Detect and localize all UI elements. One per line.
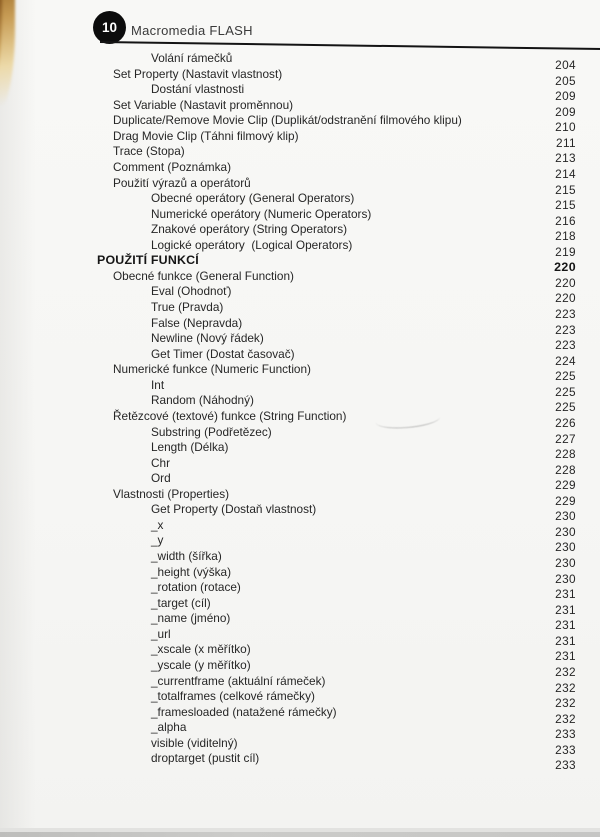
toc-page-number: 231	[555, 602, 576, 617]
toc-row	[60, 51, 576, 72]
toc-page-number: 216	[555, 213, 576, 228]
toc-row	[60, 424, 576, 446]
running-header-title: Macromedia FLASH	[131, 23, 253, 38]
toc-entry-label: Numerické funkce (Numeric Function)	[113, 362, 311, 377]
toc-page-number: 230	[555, 556, 576, 570]
toc-page-number: 204	[555, 58, 576, 72]
toc-page-number: 214	[555, 166, 576, 181]
toc-entry-label: visible (viditelný)	[151, 735, 238, 750]
toc-entry-label: Vlastnosti (Properties)	[113, 486, 230, 501]
toc-row	[60, 704, 576, 726]
page-number-badge	[93, 11, 126, 44]
scan-artifact-top-left-corner	[0, 0, 15, 110]
toc-entry-label: _rotation (rotace)	[151, 580, 241, 595]
toc-row	[60, 393, 576, 415]
toc-entry-label: Get Property (Dostaň vlastnost)	[151, 502, 317, 517]
toc-page-number: 230	[555, 509, 576, 524]
toc-page-number: 229	[555, 493, 576, 508]
toc-row	[60, 346, 576, 368]
toc-row	[60, 440, 576, 462]
toc-entry-label: _totalframes (celkové rámečky)	[151, 689, 315, 704]
toc-entry-label: Trace (Stopa)	[113, 144, 185, 159]
toc-page-number: 226	[555, 415, 576, 430]
toc-row	[60, 657, 576, 679]
toc-entry-label: Duplicate/Remove Movie Clip (Duplikát/odstranění filmového klipu)	[113, 113, 462, 128]
toc-entry-label: Length (Délka)	[151, 440, 229, 455]
toc-entry-label: _framesloaded (natažené rámečky)	[151, 704, 337, 719]
toc-row	[60, 206, 576, 228]
toc-page-number: 230	[555, 524, 576, 539]
toc-row	[60, 253, 576, 275]
toc-page-number: 231	[555, 618, 576, 633]
toc-row	[60, 642, 576, 664]
toc-row	[60, 626, 576, 648]
toc-page-number: 225	[555, 369, 576, 384]
toc-row	[60, 377, 576, 399]
toc-entry-label: Obecné funkce (General Function)	[113, 268, 294, 283]
toc-row	[60, 455, 576, 477]
toc-row	[60, 689, 576, 711]
toc-row	[60, 300, 576, 321]
toc-page-number: 210	[555, 120, 576, 135]
toc-row	[60, 128, 576, 150]
toc-entry-label: Obecné operátory (General Operators)	[151, 191, 355, 206]
toc-page-number: 220	[555, 291, 576, 306]
scan-artifact-corner-streak	[0, 0, 2, 76]
toc-page-number: 231	[555, 649, 576, 664]
toc-entry-label: _url	[151, 626, 171, 641]
toc-page-number: 228	[555, 447, 576, 462]
toc-entry-label: True (Pravda)	[151, 300, 224, 314]
toc-page-number: 232	[555, 664, 576, 679]
toc-row	[60, 66, 576, 88]
toc-row	[60, 159, 576, 181]
toc-row	[60, 549, 576, 570]
toc-page-number: 219	[555, 244, 576, 259]
toc-page-number: 229	[555, 478, 576, 493]
toc-row	[60, 222, 576, 244]
toc-entry-label: Comment (Poznámka)	[113, 159, 232, 174]
toc-page-number: 223	[555, 307, 576, 321]
toc-row	[60, 720, 576, 742]
toc-row	[60, 735, 576, 757]
toc-page-number: 233	[555, 742, 576, 757]
toc-row	[60, 564, 576, 586]
toc-entry-label: Dostání vlastnosti	[151, 82, 245, 97]
toc-page-number: 230	[555, 540, 576, 555]
toc-page-number: 209	[555, 89, 576, 104]
toc-page-number: 228	[555, 462, 576, 477]
toc-row	[60, 533, 576, 555]
toc-page-number: 209	[555, 104, 576, 119]
toc-row	[60, 362, 576, 384]
toc-page-number: 231	[555, 587, 576, 602]
toc-entry-label: _height (výška)	[151, 564, 231, 579]
toc-page-number: 205	[555, 73, 576, 88]
toc-row	[60, 237, 576, 259]
toc-row	[60, 175, 576, 197]
toc-row	[60, 97, 576, 119]
toc-entry-label: Ord	[151, 471, 171, 486]
toc-page-number: 231	[555, 633, 576, 648]
scan-bottom-edge	[0, 832, 600, 837]
toc-entry-label: Numerické operátory (Numeric Operators)	[151, 206, 372, 221]
toc-row	[60, 113, 576, 135]
toc-entry-label: droptarget (pustit cíl)	[151, 751, 260, 766]
toc-page-number: 232	[555, 711, 576, 726]
toc-row	[60, 144, 576, 166]
toc-entry-label: Drag Movie Clip (Táhni filmový klip)	[113, 128, 299, 143]
toc-entry-label: _currentframe (aktuální rámeček)	[151, 673, 326, 688]
toc-page-number: 232	[555, 696, 576, 711]
toc-page-number: 225	[555, 384, 576, 399]
toc-entry-label: Newline (Nový řádek)	[151, 331, 264, 346]
page-number-badge-text: 10	[101, 20, 118, 35]
toc-row	[60, 471, 576, 493]
toc-row	[60, 502, 576, 524]
toc-page-number: 215	[555, 182, 576, 197]
toc-entry-label: _alpha	[151, 720, 187, 735]
toc-row	[60, 315, 576, 337]
toc-row	[60, 268, 576, 290]
toc-page-number: 220	[554, 260, 576, 275]
toc-entry-label: _target (cíl)	[151, 595, 211, 610]
toc-entry-label: POUŽITÍ FUNKCÍ	[97, 253, 199, 268]
toc-entry-label: Substring (Podřetězec)	[151, 424, 272, 439]
toc-entry-label: Řetězcové (textové) funkce (String Function)	[113, 408, 347, 423]
toc-page-number: 218	[555, 229, 576, 244]
toc-entry-label: Random (Náhodný)	[151, 393, 254, 408]
scan-left-shadow	[0, 0, 36, 837]
toc-entry-label: Použití výrazů a operátorů	[113, 175, 251, 190]
toc-entry-label: Set Variable (Nastavit proměnnou)	[113, 97, 294, 112]
toc-list	[60, 51, 576, 773]
toc-row	[60, 611, 576, 633]
toc-page-number: 215	[555, 198, 576, 213]
toc-row	[60, 486, 576, 508]
toc-entry-label: Get Timer (Dostat časovač)	[151, 346, 295, 361]
toc-page-number: 233	[555, 727, 576, 742]
toc-row	[60, 331, 576, 353]
toc-page-number: 227	[555, 431, 576, 446]
toc-entry-label: Znakové operátory (String Operators)	[151, 222, 348, 237]
toc-entry-label: Eval (Ohodnoť)	[151, 284, 232, 299]
toc-page-number: 233	[555, 758, 576, 773]
toc-entry-label: Logické operátory (Logical Operators)	[151, 237, 353, 252]
toc-page-number: 211	[555, 135, 576, 150]
header-rule-line	[100, 41, 600, 51]
toc-page-number: 225	[555, 400, 576, 415]
toc-entry-label: Int	[151, 377, 165, 392]
toc-entry-label: _yscale (y měřítko)	[151, 657, 251, 672]
toc-entry-label: _name (jméno)	[151, 611, 231, 626]
toc-row	[60, 284, 576, 306]
toc-page-number: 223	[555, 338, 576, 353]
toc-entry-label: _xscale (x měřítko)	[151, 642, 251, 657]
toc-page-number: 223	[555, 322, 576, 337]
toc-page-number: 224	[555, 353, 576, 368]
toc-page-number: 230	[555, 571, 576, 586]
toc-page-number: 213	[555, 151, 576, 166]
toc-row	[60, 751, 576, 773]
toc-entry-label: Set Property (Nastavit vlastnost)	[113, 66, 283, 81]
toc-entry-label: _x	[151, 517, 164, 532]
toc-entry-label: _y	[151, 533, 164, 548]
toc-row	[60, 517, 576, 539]
toc-row	[60, 82, 576, 104]
toc-row	[60, 191, 576, 213]
toc-entry-label: _width (šířka)	[151, 549, 222, 563]
toc-entry-label: Volání rámečků	[151, 51, 233, 65]
toc-entry-label: False (Nepravda)	[151, 315, 243, 330]
toc-row	[60, 408, 576, 430]
toc-page-number: 232	[555, 680, 576, 695]
toc-row	[60, 580, 576, 602]
toc-row	[60, 673, 576, 695]
toc-row	[60, 595, 576, 617]
toc-page-number: 220	[555, 275, 576, 290]
toc-entry-label: Chr	[151, 455, 171, 470]
